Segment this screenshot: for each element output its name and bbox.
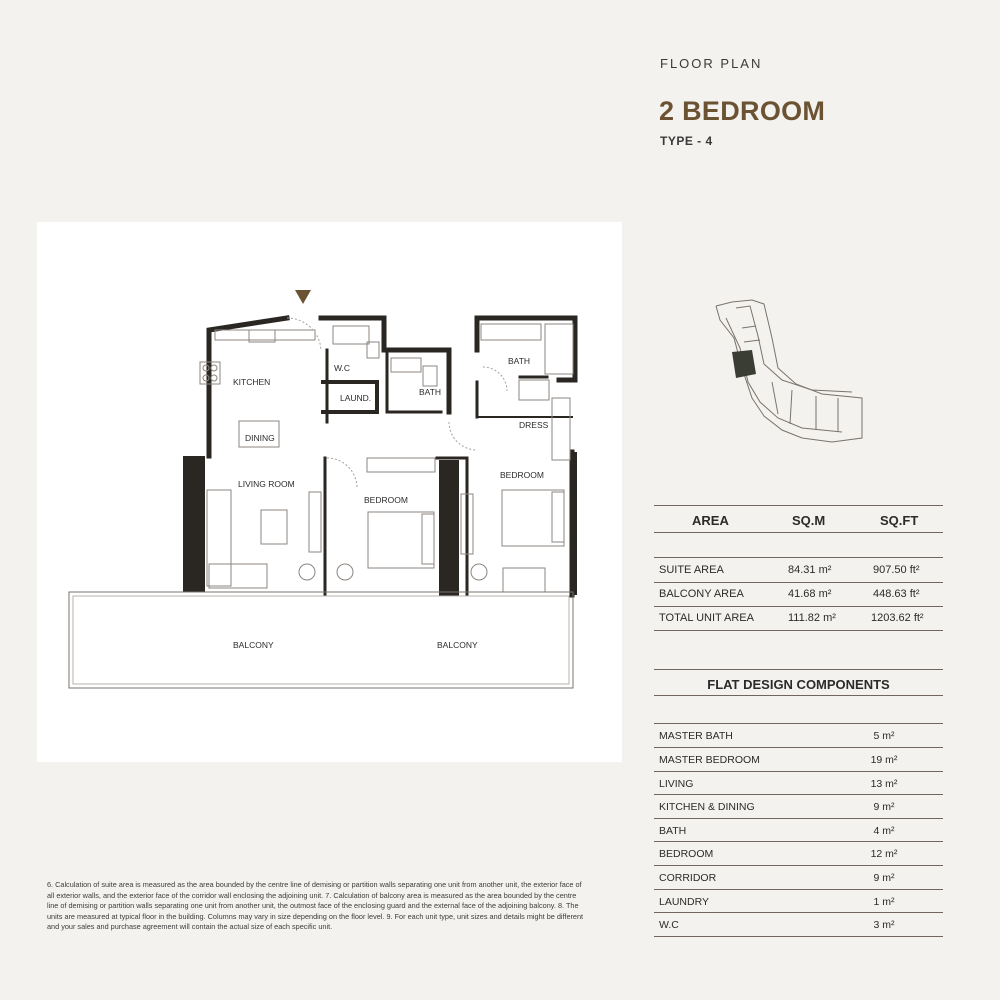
label-bath-small: BATH	[419, 387, 442, 397]
column-west	[183, 456, 205, 592]
label-kitchen: KITCHEN	[233, 377, 271, 387]
component-value: 4 m²	[873, 825, 895, 837]
unit-type: TYPE - 4	[660, 134, 713, 148]
table-row	[654, 913, 943, 936]
component-label: BATH	[659, 825, 687, 837]
balcony-outline	[69, 592, 573, 688]
header-sqft: SQ.FT	[880, 513, 919, 528]
component-value: 12 m²	[870, 848, 898, 860]
table-row	[654, 866, 943, 889]
component-value: 5 m²	[873, 730, 895, 742]
section-eyebrow: FLOOR PLAN	[660, 56, 763, 71]
component-value: 9 m²	[873, 801, 895, 813]
component-label: MASTER BATH	[659, 730, 733, 742]
floor-plan-panel	[37, 222, 622, 762]
component-label: BEDROOM	[659, 848, 714, 860]
page-title: 2 BEDROOM	[659, 96, 826, 126]
row-sqft: 907.50 ft²	[873, 564, 920, 576]
key-plan-icon	[712, 298, 872, 448]
table-row	[654, 559, 943, 581]
row-label: TOTAL UNIT AREA	[659, 612, 754, 624]
floor-plan-drawing	[37, 222, 622, 762]
label-bath-master: BATH	[508, 356, 531, 366]
label-wc: W.C	[334, 363, 351, 373]
row-sqft: 448.63 ft²	[873, 588, 920, 600]
row-label: BALCONY AREA	[659, 588, 744, 600]
component-value: 3 m²	[873, 919, 895, 931]
unit-highlight	[732, 350, 756, 378]
row-label: SUITE AREA	[659, 564, 724, 576]
component-label: LAUNDRY	[659, 896, 709, 908]
component-label: KITCHEN & DINING	[659, 801, 755, 813]
label-laundry: LAUND.	[340, 393, 372, 403]
table-row	[654, 724, 943, 747]
footnote: 6. Calculation of suite area is measured as the area bounded by the centre line of demising or partition walls separating one unit from another unit, the exterior face of all exterior walls, and the exterior face of the corridor wall enclosing the adjoining unit. 7. Calculation of balcony area is measured as the area bounded by the centre line of demising or partition walls separating one unit from another unit, the outmost face of the enclosing guard and the external face of the adjoining balcony. 8. The units are measured at typical floor in the building. Columns may vary in size depending on the floor level. 9. For each unit type, unit sizes and details might be different and your sales and purchase agreement will contain the actual size of each specific unit.	[47, 880, 584, 931]
header-sqm: SQ.M	[792, 513, 826, 528]
row-sqft: 1203.62 ft²	[871, 612, 924, 624]
table-row	[654, 748, 943, 771]
entry-marker-icon	[295, 290, 311, 304]
label-dress: DRESS	[519, 420, 549, 430]
row-sqm: 84.31 m²	[788, 564, 832, 576]
component-label: CORRIDOR	[659, 872, 717, 884]
table-row	[654, 890, 943, 913]
label-bedroom-right: BEDROOM	[500, 470, 544, 480]
table-row	[654, 842, 943, 865]
component-label: MASTER BEDROOM	[659, 754, 760, 766]
header-area: AREA	[692, 513, 729, 528]
row-sqm: 111.82 m²	[788, 612, 836, 624]
table-row	[654, 772, 943, 795]
label-bedroom-left: BEDROOM	[364, 495, 408, 505]
column-mid	[439, 460, 459, 596]
component-label: LIVING	[659, 778, 694, 790]
table-row	[654, 795, 943, 818]
table-row	[654, 819, 943, 842]
wall-north-east	[477, 318, 575, 380]
component-value: 13 m²	[870, 778, 898, 790]
component-value: 1 m²	[873, 896, 895, 908]
label-living: LIVING ROOM	[238, 479, 295, 489]
table-row	[654, 607, 943, 629]
area-table-header	[654, 510, 943, 532]
label-balcony-right: BALCONY	[437, 640, 478, 650]
label-dining: DINING	[245, 433, 275, 443]
table-row	[654, 583, 943, 605]
components-title: FLAT DESIGN COMPONENTS	[707, 677, 890, 692]
label-balcony-left: BALCONY	[233, 640, 274, 650]
component-value: 9 m²	[873, 872, 895, 884]
row-sqm: 41.68 m²	[788, 588, 832, 600]
component-label: W.C	[659, 919, 679, 931]
component-value: 19 m²	[870, 754, 898, 766]
